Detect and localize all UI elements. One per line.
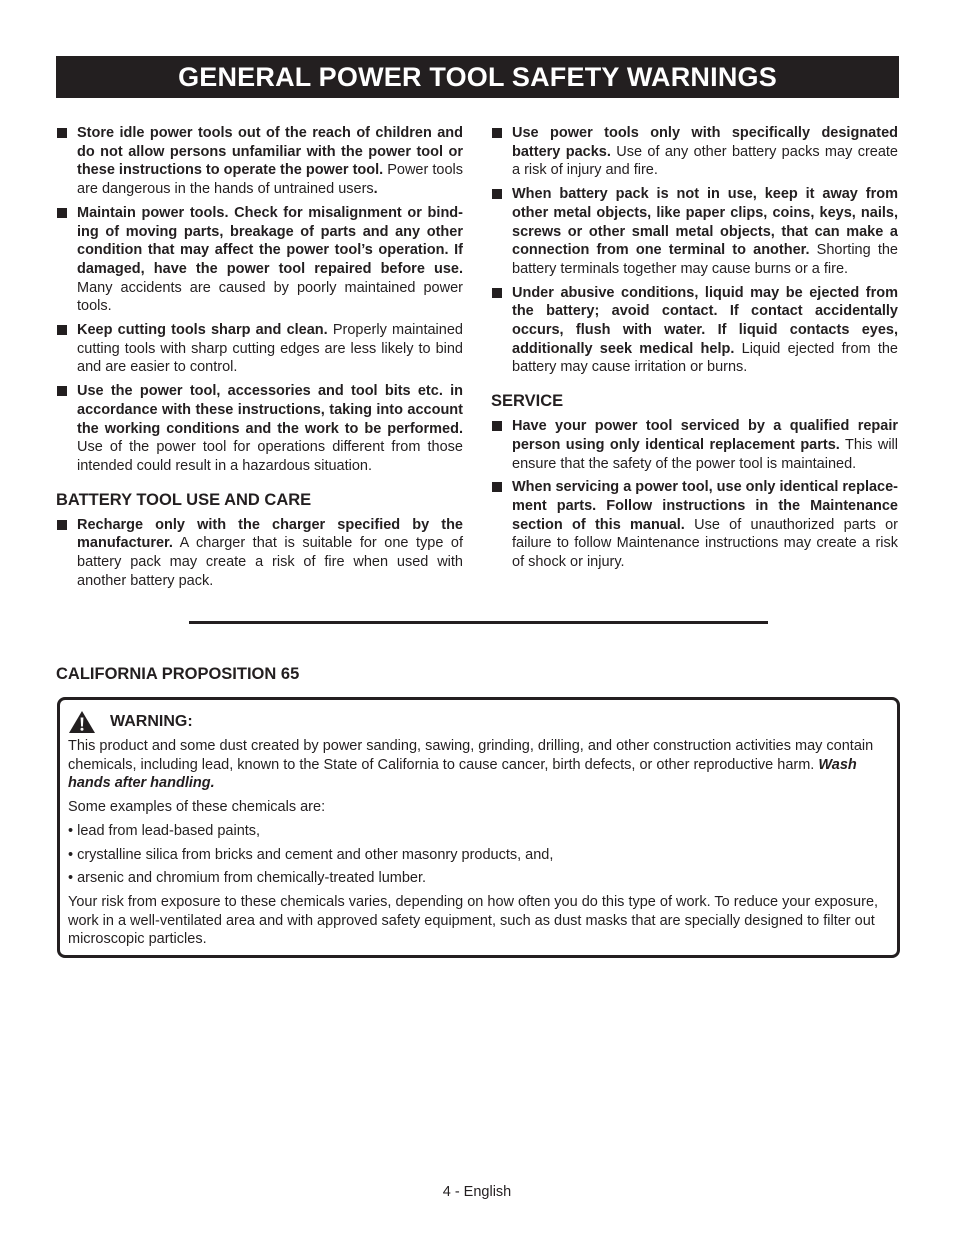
bullet-square-icon xyxy=(492,189,502,199)
list-item xyxy=(491,478,898,572)
warning-triangle-icon xyxy=(68,710,96,734)
item-bold-text: Use power tools only with specifically designated battery packs. xyxy=(512,125,898,160)
item-bold-text: Store idle power tools out of the reach of children and do not allow persons unfamiliar with the power tool or these instructions to operate the power tool. xyxy=(77,125,463,179)
warning-paragraph xyxy=(68,737,879,793)
item-text: Use of any other battery packs may create a risk of injury and fire. xyxy=(512,143,898,179)
bullet-square-icon xyxy=(57,520,67,530)
exposure-paragraph: Your risk from exposure to these chemicals varies, depending on how often you do this type of work. To reduce your exposure, work in a well-ventilated area and with approved safety equipment, such as dust masks that are specially designed to filter out microscopic particles. xyxy=(68,893,879,948)
list-item xyxy=(56,124,463,199)
bullet-square-icon xyxy=(57,208,67,218)
item-text: A charger that is suitable for one type of battery pack may create a risk of fire when used with another battery pack. xyxy=(77,535,463,589)
item-text: Use of unauthorized parts or failure to follow Maintenance instructions may create a risk of shock or injury. xyxy=(512,516,899,571)
warning-label: WARNING: xyxy=(110,712,193,730)
item-bold-text: Under abusive conditions, liquid may be ejected from the battery; avoid contact. If contact accidentally occurs, flush with water. If liquid contacts eyes, additionally seek medical help. xyxy=(512,284,898,357)
list-item xyxy=(56,321,463,377)
item-text: This will ensure that the safety of the power tool is maintained. xyxy=(512,436,899,472)
service-section-heading: SERVICE xyxy=(491,392,564,411)
bullet-square-icon xyxy=(492,288,502,298)
bullet-square-icon xyxy=(57,325,67,335)
item-text: Power tools are dangerous in the hands of untrained users xyxy=(77,162,463,198)
item-text: Many accidents are caused by poorly maintained power tools. xyxy=(77,279,463,315)
prop65-warning-box xyxy=(57,697,900,958)
item-bold-text: When servicing a power tool, use only identical replace-ment parts. Follow instructions in the Maintenance section of this manual. xyxy=(512,479,898,533)
chemical-bullet: • arsenic and chromium from chemically-treated lumber. xyxy=(68,870,427,887)
item-bold-text: Keep cutting tools sharp and clean. xyxy=(77,322,328,339)
item-bold-text: Have your power tool serviced by a qualified repair person using only identical replacement parts. xyxy=(512,418,898,453)
list-item xyxy=(56,382,463,476)
item-text: Shorting the battery terminals together may cause burns or a fire. xyxy=(512,242,898,277)
list-item xyxy=(491,124,898,180)
examples-intro: Some examples of these chemicals are: xyxy=(68,799,326,816)
bullet-square-icon xyxy=(492,421,502,431)
left-column xyxy=(56,124,463,595)
chemical-bullet: • crystalline silica from bricks and cement and other masonry products, and, xyxy=(68,846,554,863)
item-bold-text: Maintain power tools. Check for misalignment or bind-ing of moving parts, breakage of parts and any other condition that may affect the power tool’s operation. If damaged, have the power tool repaired before use. xyxy=(77,204,463,277)
section-divider xyxy=(189,621,768,624)
wash-hands-emphasis: Wash hands after handling. xyxy=(68,756,857,792)
page-number: 4 - English xyxy=(442,1184,512,1200)
list-item xyxy=(491,185,898,279)
bullet-square-icon xyxy=(57,128,67,138)
list-item xyxy=(491,284,898,378)
bullet-square-icon xyxy=(492,128,502,138)
list-item xyxy=(56,204,463,316)
list-item xyxy=(56,516,463,591)
list-item xyxy=(491,417,898,473)
battery-section-heading: BATTERY TOOL USE AND CARE xyxy=(56,490,312,509)
item-text: Use of the power tool for operations different from those intended could result in a hazardous situation. xyxy=(77,439,463,474)
warning-title xyxy=(68,710,879,734)
right-column xyxy=(491,124,898,577)
bullet-square-icon xyxy=(57,386,67,396)
page-banner-title: GENERAL POWER TOOL SAFETY WARNINGS xyxy=(56,56,899,98)
item-bold-text: When battery pack is not in use, keep it away from other metal objects, like paper clips, coins, keys, nails, screws or other small metal objects, that can make a connection from one terminal to another. xyxy=(512,186,898,259)
prop65-heading: CALIFORNIA PROPOSITION 65 xyxy=(56,665,300,683)
chemical-bullet: • lead from lead-based paints, xyxy=(68,822,261,839)
item-text: Properly maintained cutting tools with sharp cutting edges are less likely to bind and are easier to control. xyxy=(77,322,463,376)
item-bold-text: Recharge only with the charger specified by the manufacturer. xyxy=(77,516,463,552)
bullet-square-icon xyxy=(492,482,502,492)
item-bold-text: Use the power tool, accessories and tool bits etc. in accordance with these instructions, taking into account the working conditions and the work to be performed. xyxy=(77,383,463,437)
warning-text: This product and some dust created by power sanding, sawing, grinding, drilling, and other construction activities may contain chemicals, including lead, known to the State of California to cause cancer, birth defects, or other reproductive harm. xyxy=(68,738,874,773)
item-tail: . xyxy=(373,181,378,198)
item-text: Liquid ejected from the battery may cause irritation or burns. xyxy=(512,340,899,376)
